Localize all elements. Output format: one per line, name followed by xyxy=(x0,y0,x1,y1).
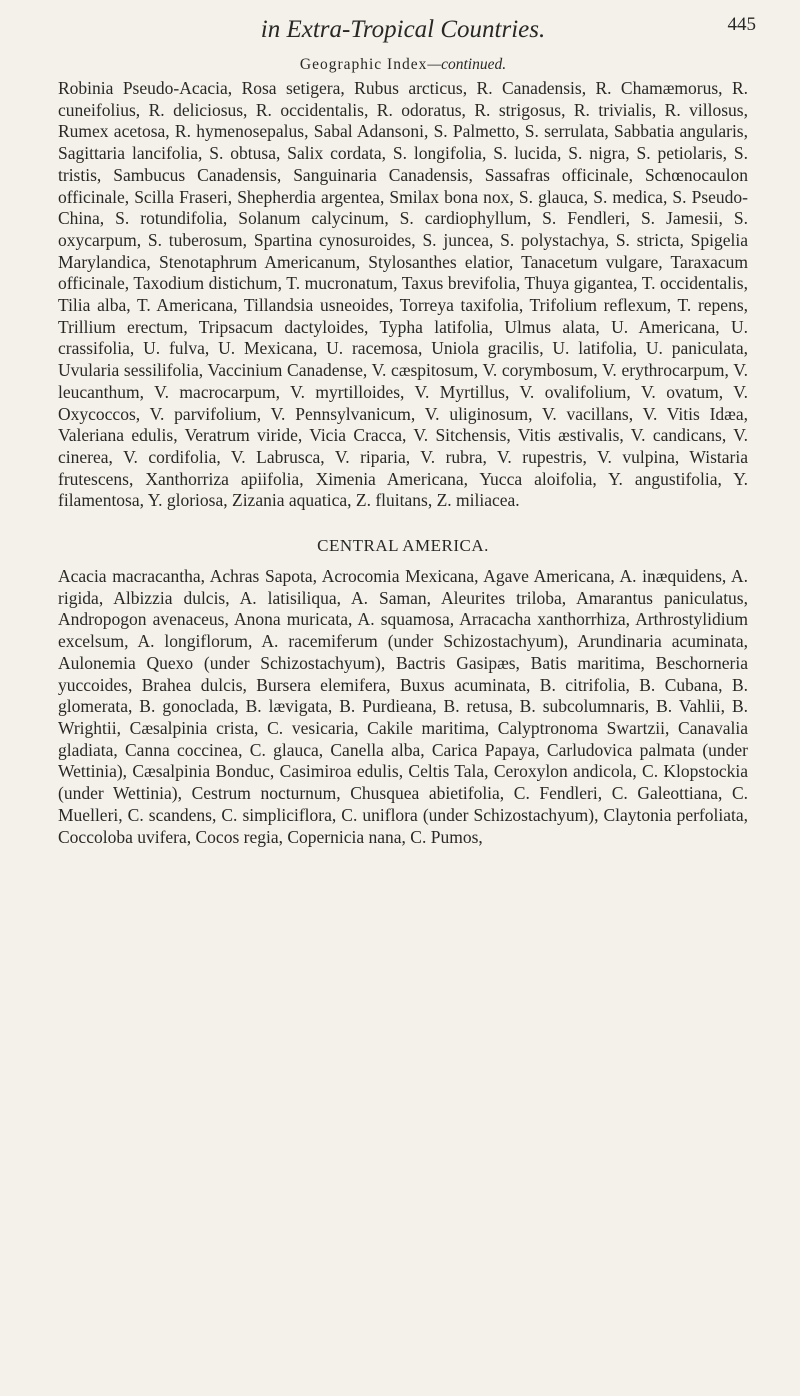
running-head xyxy=(58,12,756,43)
index-caption-continued: —continued. xyxy=(427,56,507,73)
book-page xyxy=(58,12,756,848)
index-caption-label: Geographic Index xyxy=(299,56,428,73)
running-title: in Extra-Tropical Countries. xyxy=(260,16,546,43)
section-title-central-america: CENTRAL AMERICA. xyxy=(317,536,489,556)
north-america-species-paragraph: Robinia Pseudo-Acacia, Rosa setigera, Rubus arcticus, R. Canadensis, R. Chamæmorus, R. cuneifolius, R. deliciosus, R. occidentalis, R. odoratus, R. strigosus, R. trivialis, R. villosus, Rumex acetosa, R. hymenosepalus, Sabal Adansoni, S. Palmetto, S. serrulata, Sabbatia angularis, Sagittaria lancifolia, S. obtusa, Salix cordata, S. longifolia, S. lucida, S. nigra, S. petiolaris, S. tristis, Sambucus Canadensis, Sanguinaria Canadensis, Sassafras officinale, Schœnocaulon officinale, Scilla Fraseri, Shepherdia argentea, Smilax bona nox, S. glauca, S. medica, S. Pseudo-China, S. rotundifolia, Solanum calycinum, S. cardiophyllum, S. Fendleri, S. Jamesii, S. oxycarpum, S. tuberosum, Spartina cynosuroides, S. juncea, S. polystachya, S. stricta, Spigelia Marylandica, Stenotaphrum Americanum, Stylosanthes elatior, Tanacetum vulgare, Taraxacum officinale, Taxodium distichum, T. mucronatum, Taxus brevifolia, Thuya gigantea, T. occidentalis, Tilia alba, T. Americana, Tillandsia usneoides, Torreya taxifolia, Trifolium reflexum, T. repens, Trillium erectum, Tripsacum dactyloides, Typha latifolia, Ulmus alata, U. Americana, U. crassifolia, U. fulva, U. Mexicana, U. racemosa, Uniola gracilis, U. latifolia, U. paniculata, Uvularia sessilifolia, Vaccinium Canadense, V. cæspitosum, V. corymbosum, V. erythrocarpum, V. leucanthum, V. macrocarpum, V. myrtilloides, V. Myrtillus, V. ovalifolium, V. ovatum, V. Oxycoccos, V. parvifolium, V. Pennsylvanicum, V. uliginosum, V. vacillans, V. Vitis Idæa, Valeriana edulis, Veratrum viride, Vicia Cracca, V. Sitchensis, Vitis æstivalis, V. candicans, V. cinerea, V. cordifolia, V. Labrusca, V. riparia, V. rubra, V. rupestris, V. vulpina, Wistaria frutescens, Xanthorriza apiifolia, Ximenia Americana, Yucca aloifolia, Y. angustifolia, Y. filamentosa, Y. gloriosa, Zizania aquatica, Z. fluitans, Z. miliacea. xyxy=(58,78,748,511)
index-caption xyxy=(58,56,748,74)
page-number: 445 xyxy=(727,14,756,35)
central-america-species-paragraph: Acacia macracantha, Achras Sapota, Acrocomia Mexicana, Agave Americana, A. inæquidens, A. rigida, Albizzia dulcis, A. latisiliqua, A. Saman, Aleurites triloba, Amarantus paniculatus, Andropogon avenaceus, Anona muricata, A. squamosa, Arracacha xanthorrhiza, Arthrostylidium excelsum, A. longiflorum, A. racemiferum (under Schizostachyum), Arundinaria acuminata, Aulonemia Quexo (under Schizostachyum), Bactris Gasipæs, Batis maritima, Beschorneria yuccoides, Brahea dulcis, Bursera elemifera, Buxus acuminata, B. citrifolia, B. Cubana, B. glomerata, B. gonoclada, B. lævigata, B. Purdieana, B. retusa, B. subcolumnaris, B. Vahlii, B. Wrightii, Cæsalpinia crista, C. vesicaria, Cakile maritima, Calyptronoma Swartzii, Canavalia gladiata, Canna coccinea, C. glauca, Canella alba, Carica Papaya, Carludovica palmata (under Wettinia), Cæsalpinia Bonduc, Casimiroa edulis, Celtis Tala, Ceroxylon andicola, C. Klopstockia (under Wettinia), Cestrum nocturnum, Chusquea abietifolia, C. Fendleri, C. Galeottiana, C. Muelleri, C. scandens, C. simpliciflora, C. uniflora (under Schizostachyum), Claytonia perfoliata, Coccoloba uvifera, Cocos regia, Copernicia nana, C. Pumos, xyxy=(58,566,748,847)
